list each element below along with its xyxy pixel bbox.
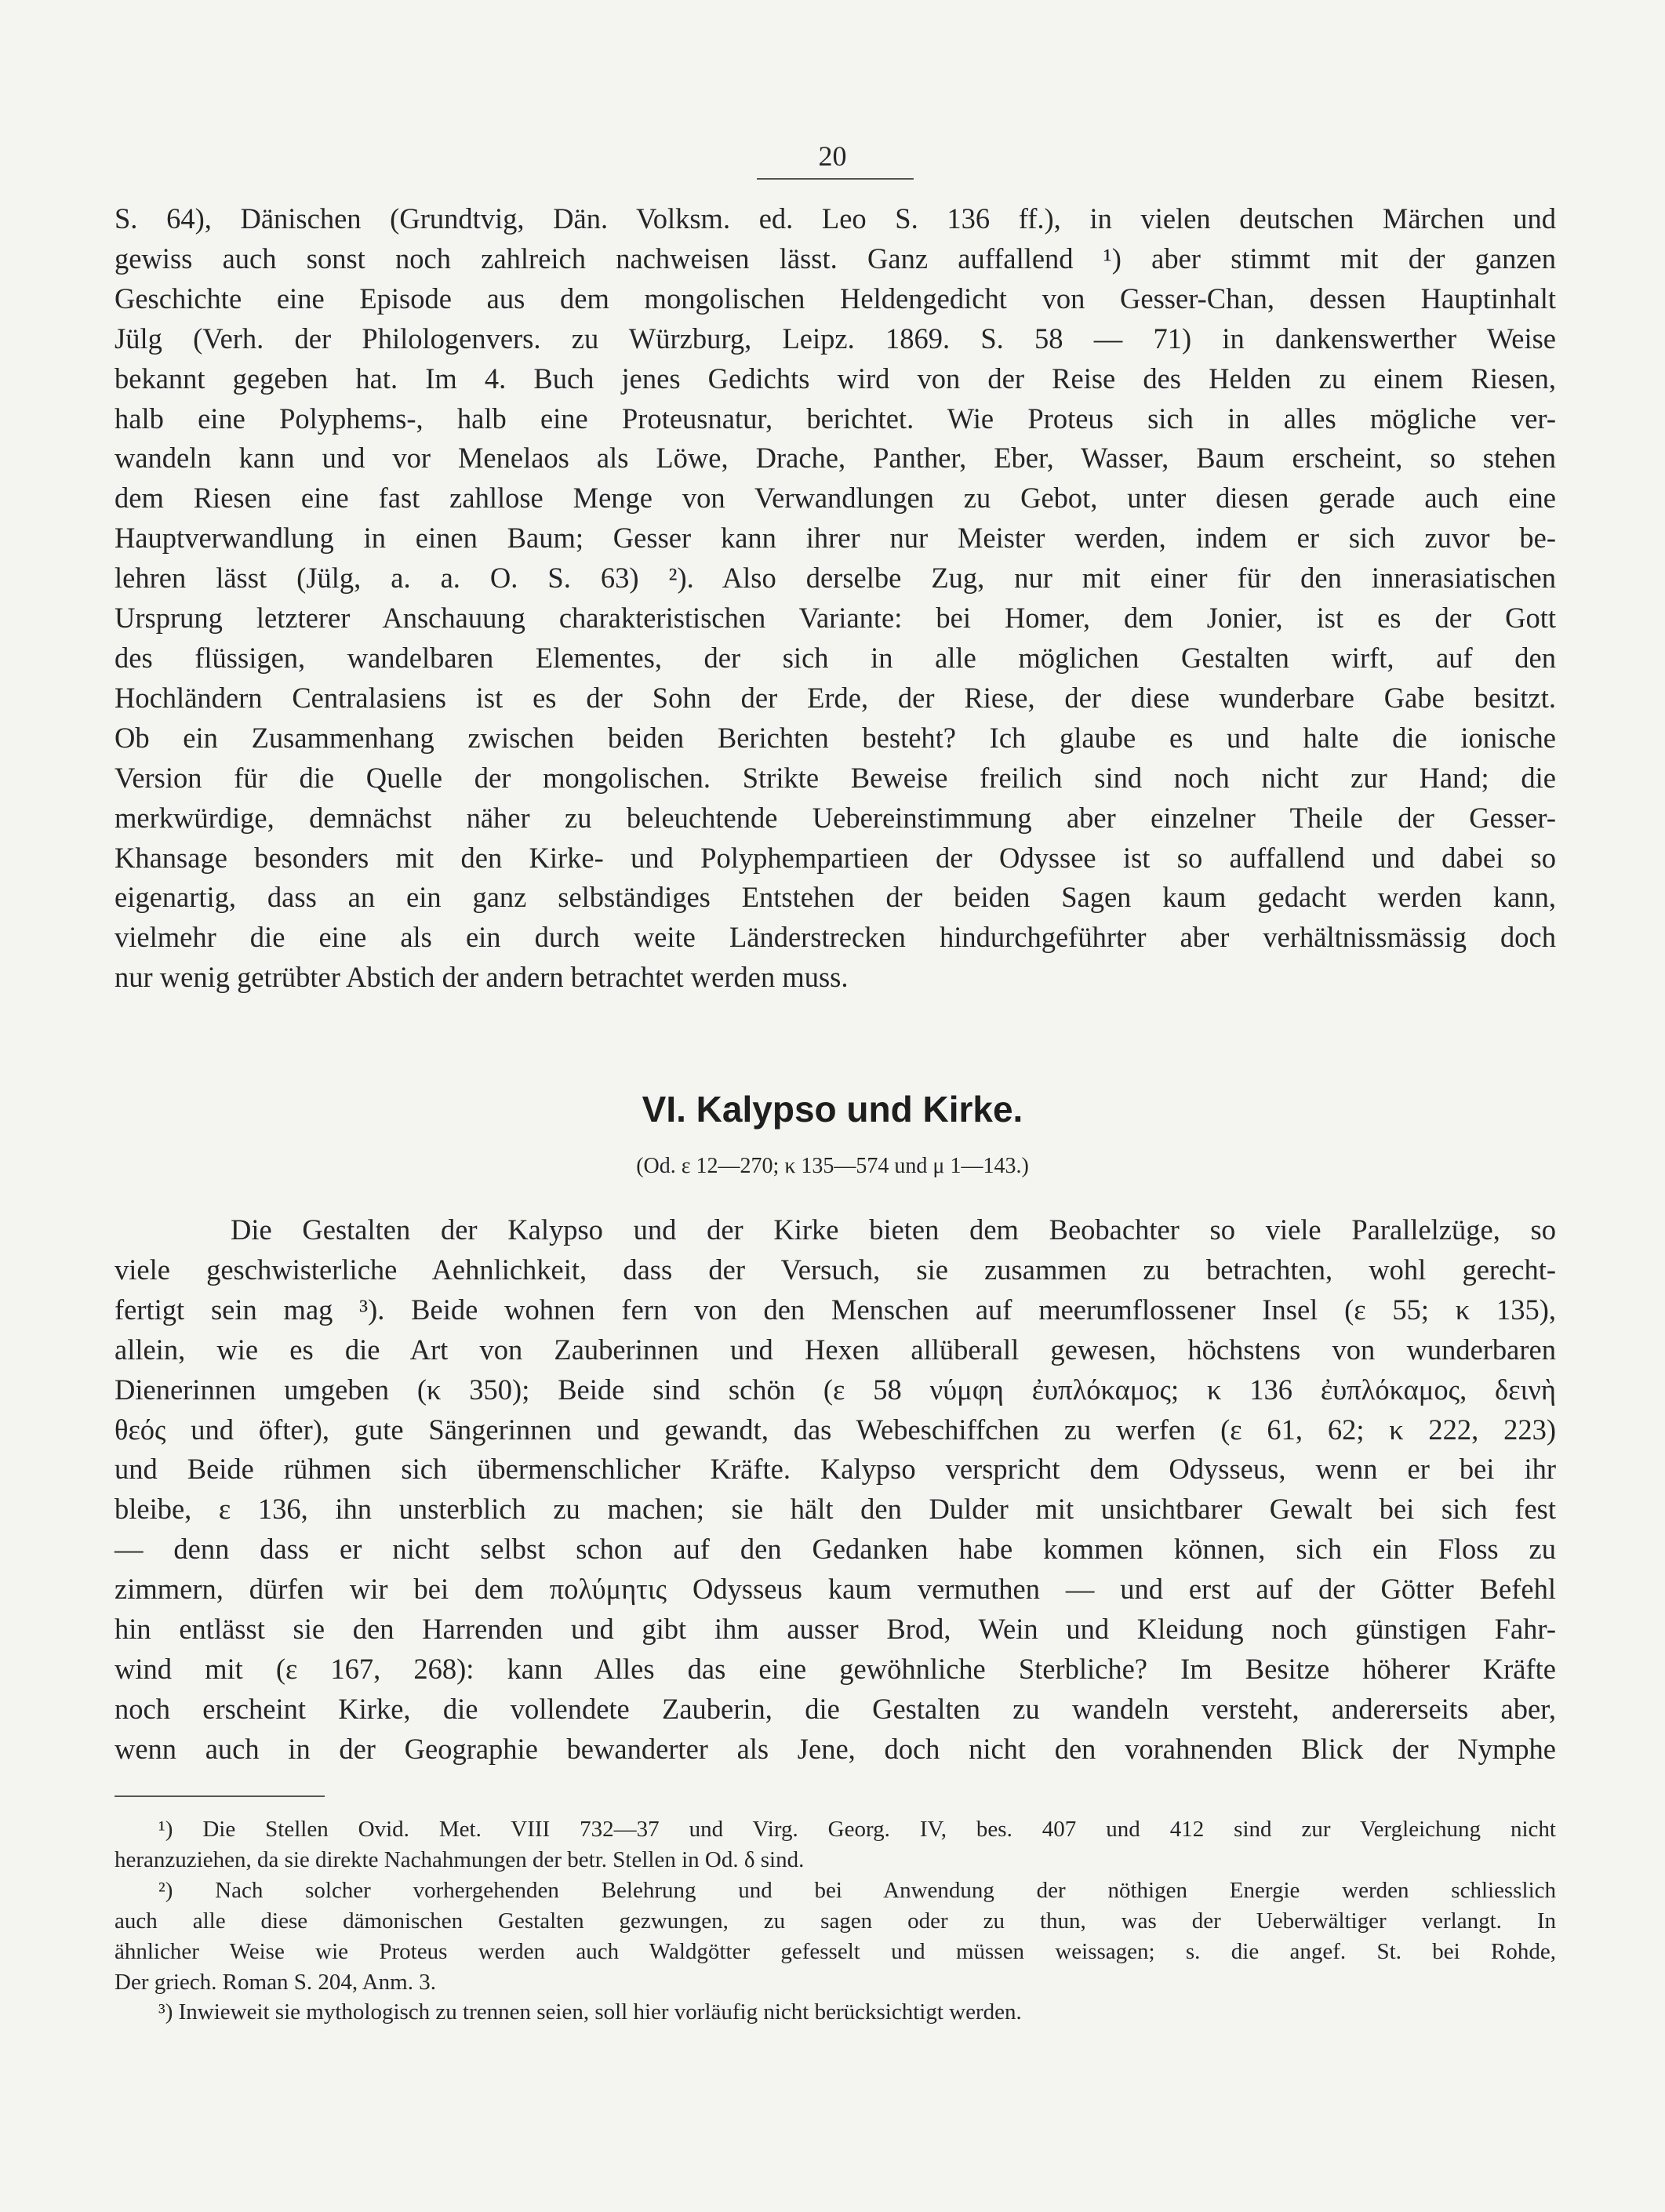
page-number-rule bbox=[757, 178, 914, 180]
text-line: wind mit (ε 167, 268): kann Alles das eine gewöhnliche Sterbliche? Im Besitze höherer Kräfte bbox=[115, 1652, 1556, 1685]
footnote-3: ³) Inwieweit sie mythologisch zu trennen seien, soll hier vorläufig nicht berücksichtigt werden. bbox=[158, 1999, 1022, 2025]
footnote-2-cont: Der griech. Roman S. 204, Anm. 3. bbox=[115, 1969, 436, 1995]
text-line: bekannt gegeben hat. Im 4. Buch jenes Gedichts wird von der Reise des Helden zu einem Riesen, bbox=[115, 362, 1556, 395]
text-line: gewiss auch sonst noch zahlreich nachweisen lässt. Ganz auffallend ¹) aber stimmt mit der ganzen bbox=[115, 242, 1556, 275]
paragraph-kalypso-kirke bbox=[115, 1210, 1556, 1770]
text-line: und Beide rühmen sich übermenschlicher Kräfte. Kalypso verspricht dem Odysseus, wenn er bei ihr bbox=[115, 1453, 1556, 1486]
text-line: merkwürdige, demnächst näher zu beleuchtende Uebereinstimmung aber einzelner Theile der Gesser- bbox=[115, 801, 1556, 834]
text-line: Jülg (Verh. der Philologenvers. zu Würzburg, Leipz. 1869. S. 58 — 71) in dankenswerther Weise bbox=[115, 322, 1556, 355]
text-line: dem Riesen eine fast zahllose Menge von Verwandlungen zu Gebot, unter diesen gerade auch eine bbox=[115, 482, 1556, 515]
text-line: S. 64), Dänischen (Grundtvig, Dän. Volksm. ed. Leo S. 136 ff.), in vielen deutschen Märchen und bbox=[115, 202, 1556, 235]
footnote-1-cont: heranzuziehen, da sie direkte Nachahmungen der betr. Stellen in Od. δ sind. bbox=[115, 1846, 805, 1872]
page-number: 20 bbox=[818, 140, 847, 172]
text-line: Khansage besonders mit den Kirke- und Polyphempartieen der Odyssee ist so auffallend und dabei so bbox=[115, 841, 1556, 874]
paragraph-continued bbox=[115, 199, 1556, 998]
footnote-2-cont: ähnlicher Weise wie Proteus werden auch Waldgötter gefesselt und müssen weissagen; s. die angef. St. bei Rohde, bbox=[115, 1938, 1556, 1964]
footnote-rule bbox=[115, 1795, 325, 1797]
text-line: eigenartig, dass an ein ganz selbständiges Entstehen der beiden Sagen kaum gedacht werden kann, bbox=[115, 881, 1556, 914]
footnote-2: ²) Nach solcher vorhergehenden Belehrung und bei Anwendung der nöthigen Energie werden schliesslich bbox=[158, 1877, 1556, 1903]
text-line: Hochländern Centralasiens ist es der Sohn der Erde, der Riese, der diese wunderbare Gabe besitzt. bbox=[115, 681, 1556, 714]
footnote-1: ¹) Die Stellen Ovid. Met. VIII 732—37 und Virg. Georg. IV, bes. 407 und 412 sind zur Vergleichung nicht bbox=[158, 1817, 1556, 1842]
text-line: zimmern, dürfen wir bei dem πολύμητις Odysseus kaum vermuthen — und erst auf der Götter Befehl bbox=[115, 1573, 1556, 1606]
text-line: fertigt sein mag ³). Beide wohnen fern von den Menschen auf meerumflossener Insel (ε 55; κ 135), bbox=[115, 1293, 1556, 1326]
text-line: viele geschwisterliche Aehnlichkeit, dass der Versuch, sie zusammen zu betrachten, wohl gerecht- bbox=[115, 1253, 1556, 1286]
text-line: noch erscheint Kirke, die vollendete Zauberin, die Gestalten zu wandeln versteht, andererseits aber, bbox=[115, 1692, 1556, 1725]
text-line: lehren lässt (Jülg, a. a. O. S. 63) ²). Also derselbe Zug, nur mit einer für den innerasiatischen bbox=[115, 562, 1556, 595]
text-line: des flüssigen, wandelbaren Elementes, der sich in alle möglichen Gestalten wirft, auf den bbox=[115, 641, 1556, 674]
text-line: — denn dass er nicht selbst schon auf den Gedanken habe kommen können, sich ein Floss zu bbox=[115, 1533, 1556, 1566]
text-line: allein, wie es die Art von Zauberinnen und Hexen allüberall gewesen, höchstens von wunderbaren bbox=[115, 1333, 1556, 1366]
text-line: bleibe, ε 136, ihn unsterblich zu machen; sie hält den Dulder mit unsichtbarer Gewalt bei sich fest bbox=[115, 1493, 1556, 1526]
text-line: Version für die Quelle der mongolischen. Strikte Beweise freilich sind noch nicht zur Hand; die bbox=[115, 761, 1556, 794]
text-line: Ursprung letzterer Anschauung charakteristischen Variante: bei Homer, dem Jonier, ist es der Gott bbox=[115, 602, 1556, 635]
text-line: θεός und öfter), gute Sängerinnen und gewandt, das Webeschiffchen zu werfen (ε 61, 62; κ 222, 223) bbox=[115, 1413, 1556, 1446]
footnote-2-cont: auch alle diese dämonischen Gestalten gezwungen, zu sagen oder zu thun, was der Ueberwältiger verlangt. In bbox=[115, 1908, 1556, 1934]
text-line: nur wenig getrübter Abstich der andern betrachtet werden muss. bbox=[115, 961, 849, 994]
text-line: halb eine Polyphems-, halb eine Proteusnatur, berichtet. Wie Proteus sich in alles mögliche ver- bbox=[115, 402, 1556, 435]
text-line: vielmehr die eine als ein durch weite Länderstrecken hindurchgeführter aber verhältnissmässig doch bbox=[115, 921, 1556, 954]
text-line: Ob ein Zusammenhang zwischen beiden Berichten besteht? Ich glaube es und halte die ionische bbox=[115, 721, 1556, 754]
section-subheading: (Od. ε 12—270; κ 135—574 und μ 1—143.) bbox=[636, 1154, 1029, 1178]
text-line: Dienerinnen umgeben (κ 350); Beide sind schön (ε 58 νύμφη ἐυπλόκαμος; κ 136 ἐυπλόκαμος, δεινὴ bbox=[115, 1373, 1556, 1406]
footnotes bbox=[115, 1814, 1556, 2028]
section-heading: VI. Kalypso und Kirke. bbox=[642, 1089, 1023, 1130]
text-line: hin entlässt sie den Harrenden und gibt ihm ausser Brod, Wein und Kleidung noch günstigen Fahr- bbox=[115, 1613, 1556, 1646]
text-line: wenn auch in der Geographie bewanderter als Jene, doch nicht den vorahnenden Blick der Nymphe bbox=[115, 1732, 1556, 1765]
text-line: Die Gestalten der Kalypso und der Kirke bieten dem Beobachter so viele Parallelzüge, so bbox=[231, 1213, 1556, 1246]
text-line: Hauptverwandlung in einen Baum; Gesser kann ihrer nur Meister werden, indem er sich zuvor be- bbox=[115, 522, 1556, 555]
text-line: wandeln kann und vor Menelaos als Löwe, Drache, Panther, Eber, Wasser, Baum erscheint, so stehen bbox=[115, 442, 1556, 475]
text-line: Geschichte eine Episode aus dem mongolischen Heldengedicht von Gesser-Chan, dessen Hauptinhalt bbox=[115, 282, 1556, 315]
